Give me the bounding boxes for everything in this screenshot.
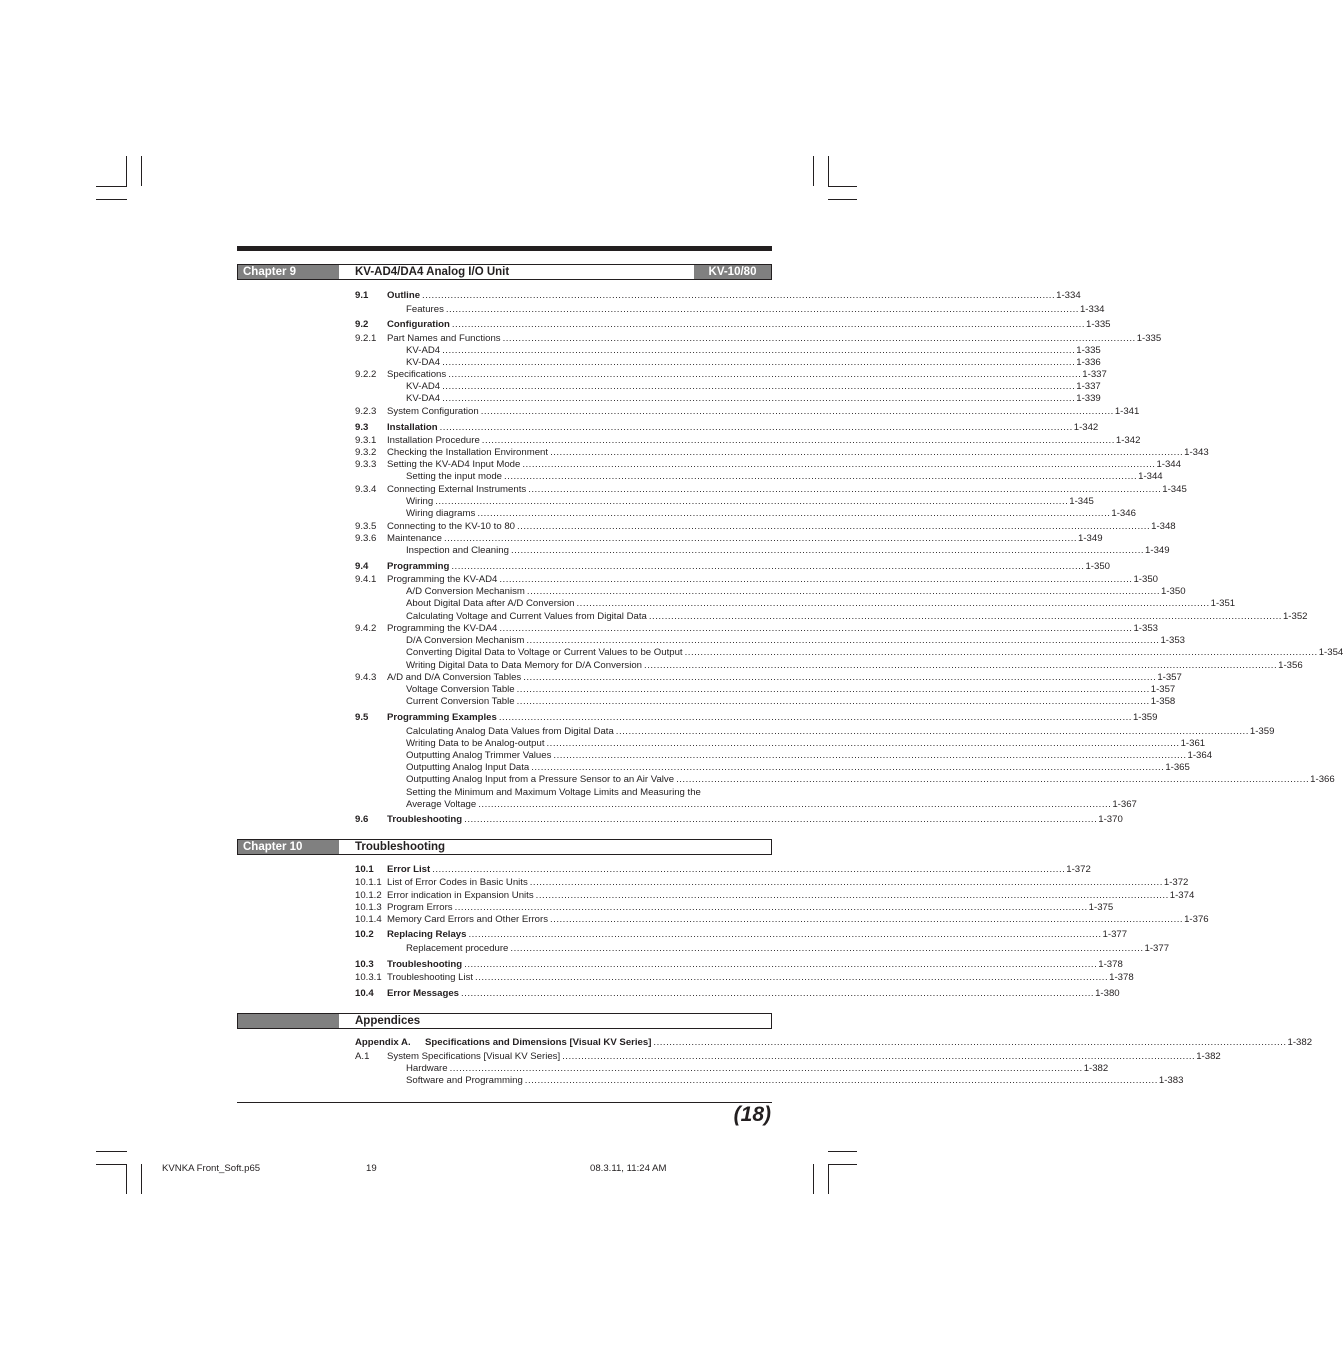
- toc-entry: [355, 684, 1176, 696]
- toc-leader-dots: ........................................................................................................................................................................................................: [439, 422, 1073, 433]
- chapter-label: Chapter 9: [238, 265, 339, 279]
- toc-entry-page: 1-339: [1076, 393, 1101, 404]
- toc-entry-number: 10.1.2: [355, 890, 382, 901]
- toc-entry-page: 1-344: [1156, 459, 1181, 470]
- toc-leader-dots: ........................................................................................................................................................................................................: [498, 712, 1132, 723]
- toc-entry: [355, 774, 1335, 786]
- toc-entry-title: Setting the KV-AD4 Input Mode: [387, 459, 521, 470]
- toc-entry-number: 9.4.1: [355, 574, 377, 585]
- toc-entry-page: 1-375: [1088, 902, 1114, 913]
- toc-entry-number: 9.3.3: [355, 459, 377, 470]
- toc-entry-number: 10.1.3: [355, 902, 382, 913]
- toc-entry-number: 10.4: [355, 988, 374, 999]
- toc-leader-dots: ........................................................................................................................................................................................................: [504, 471, 1138, 482]
- toc-entry-page: 1-344: [1138, 471, 1163, 482]
- toc-entry-page: 1-366: [1310, 774, 1335, 785]
- toc-leader-dots: ........................................................................................................................................................................................................: [562, 1051, 1196, 1062]
- toc-entry-number: 10.2: [355, 929, 374, 940]
- toc-entry-title: KV-DA4: [406, 393, 441, 404]
- toc-entry-number: 9.4: [355, 561, 369, 572]
- toc-entry-title: System Specifications [Visual KV Series]: [387, 1051, 561, 1062]
- toc-entry: [355, 959, 1123, 971]
- toc-entry-title: Troubleshooting List: [387, 972, 474, 983]
- chapter-10-header: [237, 839, 772, 855]
- toc-entry-page: 1-374: [1169, 890, 1195, 901]
- toc-entry-title: KV-AD4: [406, 381, 441, 392]
- toc-entry: [355, 750, 1213, 762]
- toc-entry: [355, 586, 1186, 598]
- crop-mark: [96, 1164, 127, 1165]
- toc-entry-page: 1-346: [1111, 508, 1136, 519]
- toc-leader-dots: ........................................................................................................................................................................................................: [531, 762, 1165, 773]
- toc-entry-title: Programming: [387, 561, 450, 572]
- toc-entry-title: Troubleshooting: [387, 814, 463, 825]
- toc-entry-number: 9.1: [355, 290, 369, 301]
- toc-entry-title: Average Voltage: [406, 799, 477, 810]
- toc-entry-page: 1-376: [1184, 914, 1209, 925]
- toc-leader-dots: ........................................................................................................................................................................................................: [464, 814, 1098, 825]
- toc-entry-page: 1-378: [1109, 972, 1134, 983]
- chapter-label: [238, 1014, 339, 1028]
- toc-leader-dots: ........................................................................................................................................................................................................: [461, 988, 1095, 999]
- toc-entry: [355, 304, 1105, 316]
- toc-entry-title: Specifications: [387, 369, 447, 380]
- toc-entry: [355, 635, 1186, 647]
- toc-entry: [355, 696, 1176, 708]
- toc-entry-title: Programming the KV-AD4: [387, 574, 498, 585]
- toc-entry-title: Programming Examples: [387, 712, 497, 723]
- toc-leader-dots: ........................................................................................................................................................................................................: [454, 902, 1088, 913]
- toc-entry-page: 1-343: [1184, 447, 1209, 458]
- toc-entry-title: Installation Procedure: [387, 435, 480, 446]
- toc-entry-number: 9.2: [355, 319, 369, 330]
- toc-entry: [355, 738, 1206, 750]
- toc-entry: [355, 787, 755, 799]
- model-badge: KV-10/80: [694, 265, 771, 279]
- toc-entry-title: KV-DA4: [406, 357, 441, 368]
- toc-entry-title: Setting the Minimum and Maximum Voltage Limits and Measuring the: [406, 787, 701, 798]
- toc-entry-number: 9.2.1: [355, 333, 377, 344]
- toc-entry-title: Calculating Analog Data Values from Digital Data: [406, 726, 614, 737]
- toc-entry: [355, 447, 1209, 459]
- toc-entry-page: 1-348: [1151, 521, 1176, 532]
- toc-entry-page: 1-359: [1249, 726, 1275, 737]
- toc-entry: [355, 726, 1275, 738]
- toc-entry-page: 1-345: [1162, 484, 1187, 495]
- toc-entry: [355, 712, 1158, 724]
- toc-entry-title: A/D and D/A Conversion Tables: [387, 672, 522, 683]
- toc-entry: [355, 988, 1120, 1000]
- chapter-label: Chapter 10: [238, 840, 339, 854]
- toc-entry-number: A.1: [355, 1051, 370, 1062]
- toc-entry: [355, 1037, 1313, 1049]
- toc-entry-title: Programming the KV-DA4: [387, 623, 498, 634]
- toc-leader-dots: ........................................................................................................................................................................................................: [535, 890, 1169, 901]
- toc-leader-dots: ........................................................................................................................................................................................................: [481, 435, 1115, 446]
- toc-entry: [355, 1051, 1221, 1063]
- toc-entry-page: 1-352: [1282, 611, 1308, 622]
- toc-leader-dots: ........................................................................................................................................................................................................: [502, 333, 1136, 344]
- toc-entry-number: 9.5: [355, 712, 369, 723]
- toc-entry: [355, 345, 1101, 357]
- toc-entry: [355, 611, 1308, 623]
- crop-mark: [828, 1151, 857, 1152]
- toc-entry: [355, 545, 1170, 557]
- toc-entry-number: 9.2.2: [355, 369, 377, 380]
- toc-leader-dots: ........................................................................................................................................................................................................: [435, 496, 1069, 507]
- toc-leader-dots: ........................................................................................................................................................................................................: [477, 508, 1111, 519]
- crop-mark: [828, 1164, 829, 1194]
- toc-leader-dots: ........................................................................................................................................................................................................: [522, 459, 1156, 470]
- toc-leader-dots: ........................................................................................................................................................................................................: [526, 635, 1160, 646]
- toc-leader-dots: ........................................................................................................................................................................................................: [499, 623, 1133, 634]
- toc-leader-dots: ........................................................................................................................................................................................................: [451, 319, 1085, 330]
- toc-entry-page: 1-354: [1318, 647, 1343, 658]
- toc-leader-dots: ........................................................................................................................................................................................................: [526, 586, 1160, 597]
- toc-entry-title: Current Conversion Table: [406, 696, 515, 707]
- toc-entry: [355, 357, 1101, 369]
- toc-entry-title: Troubleshooting: [387, 959, 463, 970]
- toc-entry-title: Memory Card Errors and Other Errors: [387, 914, 548, 925]
- toc-leader-dots: ........................................................................................................................................................................................................: [516, 684, 1150, 695]
- toc-entry: [355, 369, 1107, 381]
- toc-entry-page: 1-370: [1098, 814, 1123, 825]
- toc-leader-dots: ........................................................................................................................................................................................................: [615, 726, 1249, 737]
- toc-entry-page: 1-341: [1114, 406, 1140, 417]
- toc-leader-dots: ........................................................................................................................................................................................................: [550, 914, 1184, 925]
- toc-entry-number: 9.4.3: [355, 672, 377, 683]
- crop-mark: [96, 186, 127, 187]
- toc-leader-dots: ........................................................................................................................................................................................................: [576, 598, 1210, 609]
- toc-leader-dots: ........................................................................................................................................................................................................: [676, 774, 1310, 785]
- toc-entry-page: 1-335: [1085, 319, 1111, 330]
- toc-entry-number: 9.3.5: [355, 521, 377, 532]
- toc-entry-title: System Configuration: [387, 406, 479, 417]
- toc-entry-number: 10.1: [355, 864, 374, 875]
- toc-entry-title: Outputting Analog Input from a Pressure Sensor to an Air Valve: [406, 774, 675, 785]
- toc-entry-title: Replacing Relays: [387, 929, 467, 940]
- toc-leader-dots: ........................................................................................................................................................................................................: [449, 1063, 1083, 1074]
- toc-entry-page: 1-335: [1136, 333, 1162, 344]
- toc-entry-page: 1-350: [1085, 561, 1111, 572]
- bottom-rule: [237, 1102, 772, 1103]
- toc-entry: [355, 647, 1343, 659]
- toc-entry: [355, 521, 1176, 533]
- toc-entry-page: 1-334: [1079, 304, 1105, 315]
- toc-entry: [355, 290, 1081, 302]
- toc-entry-title: Connecting External Instruments: [387, 484, 527, 495]
- toc-leader-dots: ........................................................................................................................................................................................................: [478, 799, 1112, 810]
- toc-entry-page: 1-353: [1133, 623, 1159, 634]
- toc-leader-dots: ........................................................................................................................................................................................................: [510, 545, 1145, 556]
- toc-entry-number: 9.3.2: [355, 447, 377, 458]
- toc-entry-page: 1-351: [1210, 598, 1236, 609]
- toc-leader-dots: ........................................................................................................................................................................................................: [510, 943, 1144, 954]
- appendices-header: [237, 1013, 772, 1029]
- toc-leader-dots: ........................................................................................................................................................................................................: [432, 864, 1066, 875]
- toc-entry-page: 1-356: [1278, 660, 1303, 671]
- toc-entry-title: Specifications and Dimensions [Visual KV Series]: [425, 1037, 652, 1048]
- chapter-title: Appendices: [355, 1015, 421, 1027]
- toc-entry: [355, 406, 1140, 418]
- toc-entry-page: 1-349: [1145, 545, 1170, 556]
- toc-entry: [355, 333, 1162, 345]
- page-number: (18): [733, 1103, 771, 1126]
- toc-entry-page: 1-367: [1112, 799, 1137, 810]
- toc-entry-number: 10.3.1: [355, 972, 382, 983]
- toc-entry-page: 1-335: [1076, 345, 1101, 356]
- toc-leader-dots: ........................................................................................................................................................................................................: [448, 369, 1082, 380]
- crop-mark: [828, 199, 857, 200]
- toc-entry: [355, 533, 1103, 545]
- chapter-title: Troubleshooting: [355, 841, 446, 853]
- toc-entry-page: 1-350: [1133, 574, 1159, 585]
- footer-filename: KVNKA Front_Soft.p65: [162, 1163, 261, 1174]
- toc-entry-title: Wiring diagrams: [406, 508, 476, 519]
- toc-entry: [355, 508, 1136, 520]
- toc-leader-dots: ........................................................................................................................................................................................................: [422, 290, 1056, 301]
- toc-entry-page: 1-337: [1082, 369, 1107, 380]
- chapter-9-header: [237, 264, 772, 280]
- toc-entry-title: Software and Programming: [406, 1075, 523, 1086]
- toc-entry-number: 10.1.4: [355, 914, 382, 925]
- toc-entry-title: Error Messages: [387, 988, 459, 999]
- toc-entry: [355, 381, 1101, 393]
- toc-entry-title: Voltage Conversion Table: [406, 684, 515, 695]
- toc-entry-number: 9.3: [355, 422, 369, 433]
- toc-entry-title: Calculating Voltage and Current Values from Digital Data: [406, 611, 647, 622]
- toc-leader-dots: ........................................................................................................................................................................................................: [653, 1037, 1287, 1048]
- toc-entry-page: 1-357: [1150, 684, 1176, 695]
- toc-entry: [355, 496, 1094, 508]
- toc-entry-title: Maintenance: [387, 533, 442, 544]
- toc-leader-dots: ........................................................................................................................................................................................................: [480, 406, 1114, 417]
- toc-entry-page: 1-361: [1180, 738, 1206, 749]
- toc-entry-title: Writing Digital Data to Data Memory for D/A Conversion: [406, 660, 643, 671]
- toc-leader-dots: ........................................................................................................................................................................................................: [648, 611, 1282, 622]
- toc-leader-dots: ........................................................................................................................................................................................................: [451, 561, 1085, 572]
- toc-entry: [355, 877, 1189, 889]
- toc-entry: [355, 459, 1181, 471]
- toc-entry-title: Writing Data to be Analog-output: [406, 738, 545, 749]
- toc-entry-title: List of Error Codes in Basic Units: [387, 877, 528, 888]
- toc-entry-page: 1-365: [1165, 762, 1190, 773]
- toc-leader-dots: ........................................................................................................................................................................................................: [523, 672, 1157, 683]
- toc-entry-page: 1-359: [1132, 712, 1158, 723]
- toc-entry-page: 1-337: [1076, 381, 1101, 392]
- toc-entry-title: About Digital Data after A/D Conversion: [406, 598, 575, 609]
- crop-mark: [828, 1164, 857, 1165]
- toc-entry-title: KV-AD4: [406, 345, 441, 356]
- toc-entry: [355, 972, 1134, 984]
- toc-entry: [355, 1075, 1184, 1087]
- toc-entry-title: Outputting Analog Input Data: [406, 762, 530, 773]
- toc-entry-page: 1-383: [1158, 1075, 1184, 1086]
- toc-leader-dots: ........................................................................................................................................................................................................: [553, 750, 1187, 761]
- toc-entry-page: 1-353: [1160, 635, 1186, 646]
- toc-entry: [355, 1063, 1109, 1075]
- toc-entry-page: 1-336: [1076, 357, 1101, 368]
- toc-entry-page: 1-342: [1073, 422, 1099, 433]
- toc-entry-page: 1-342: [1115, 435, 1141, 446]
- toc-entry: [355, 319, 1111, 331]
- toc-entry-title: Features: [406, 304, 444, 315]
- crop-mark: [828, 156, 829, 186]
- toc-entry: [355, 943, 1170, 955]
- toc-leader-dots: ........................................................................................................................................................................................................: [529, 877, 1163, 888]
- toc-entry-title: Converting Digital Data to Voltage or Current Values to be Output: [406, 647, 683, 658]
- toc-leader-dots: ........................................................................................................................................................................................................: [442, 381, 1076, 392]
- toc-entry-title: Checking the Installation Environment: [387, 447, 549, 458]
- toc-entry-page: 1-382: [1083, 1063, 1109, 1074]
- toc-leader-dots: ........................................................................................................................................................................................................: [524, 1075, 1158, 1086]
- toc-entry-number: 9.6: [355, 814, 369, 825]
- toc-entry-title: Setting the input mode: [406, 471, 503, 482]
- toc-entry-title: Configuration: [387, 319, 450, 330]
- toc-entry: [355, 929, 1128, 941]
- toc-entry-page: 1-349: [1078, 533, 1103, 544]
- toc-entry: [355, 914, 1209, 926]
- toc-entry-page: 1-377: [1102, 929, 1128, 940]
- toc-entry: [355, 672, 1182, 684]
- toc-entry: [355, 574, 1159, 586]
- toc-entry-page: 1-372: [1163, 877, 1189, 888]
- crop-mark: [813, 1164, 814, 1194]
- toc-leader-dots: ........................................................................................................................................................................................................: [468, 929, 1102, 940]
- toc-entry-title: Outline: [387, 290, 421, 301]
- toc-entry-number: 10.1.1: [355, 877, 382, 888]
- toc-entry-title: D/A Conversion Mechanism: [406, 635, 525, 646]
- toc-entry: [355, 864, 1091, 876]
- chapter-title: KV-AD4/DA4 Analog I/O Unit: [355, 266, 510, 278]
- toc-entry-page: 1-378: [1098, 959, 1123, 970]
- toc-entry: [355, 422, 1099, 434]
- crop-mark: [141, 156, 142, 186]
- crop-mark: [96, 199, 127, 200]
- toc-entry-page: 1-350: [1161, 586, 1186, 597]
- toc-leader-dots: ........................................................................................................................................................................................................: [442, 345, 1076, 356]
- toc-entry: [355, 890, 1195, 902]
- toc-entry-title: Hardware: [406, 1063, 448, 1074]
- toc-entry-page: 1-364: [1187, 750, 1213, 761]
- toc-entry-number: 9.4.2: [355, 623, 377, 634]
- toc-leader-dots: ........................................................................................................................................................................................................: [516, 696, 1150, 707]
- toc-entry-page: 1-372: [1066, 864, 1091, 875]
- toc-entry-title: Replacement procedure: [406, 943, 509, 954]
- toc-entry-page: 1-358: [1150, 696, 1176, 707]
- toc-entry-title: Error List: [387, 864, 431, 875]
- toc-leader-dots: ........................................................................................................................................................................................................: [528, 484, 1162, 495]
- toc-entry: [355, 799, 1137, 811]
- toc-leader-dots: ........................................................................................................................................................................................................: [445, 304, 1079, 315]
- toc-entry-title: Connecting to the KV-10 to 80: [387, 521, 516, 532]
- toc-entry-title: Outputting Analog Trimmer Values: [406, 750, 552, 761]
- toc-leader-dots: ........................................................................................................................................................................................................: [499, 574, 1133, 585]
- toc-entry: [355, 561, 1111, 573]
- toc-leader-dots: ........................................................................................................................................................................................................: [475, 972, 1109, 983]
- toc-entry: [355, 623, 1159, 635]
- toc-entry: [355, 435, 1141, 447]
- toc-entry: [355, 660, 1303, 672]
- toc-entry-number: 9.3.6: [355, 533, 377, 544]
- toc-entry: [355, 814, 1123, 826]
- toc-entry: [355, 598, 1236, 610]
- toc-entry-number: Appendix A.: [355, 1037, 411, 1048]
- toc-entry-page: 1-382: [1196, 1051, 1221, 1062]
- toc-entry-title: Error indication in Expansion Units: [387, 890, 534, 901]
- crop-mark: [126, 156, 127, 186]
- footer-date: 08.3.11, 11:24 AM: [590, 1163, 667, 1174]
- crop-mark: [96, 1151, 127, 1152]
- toc-leader-dots: ........................................................................................................................................................................................................: [443, 533, 1078, 544]
- toc-entry-number: 9.3.4: [355, 484, 377, 495]
- toc-leader-dots: ........................................................................................................................................................................................................: [464, 959, 1098, 970]
- toc-leader-dots: ........................................................................................................................................................................................................: [684, 647, 1318, 658]
- toc-leader-dots: ........................................................................................................................................................................................................: [550, 447, 1184, 458]
- toc-entry: [355, 393, 1101, 405]
- toc-leader-dots: ........................................................................................................................................................................................................: [442, 393, 1076, 404]
- crop-mark: [813, 156, 814, 186]
- toc-leader-dots: ........................................................................................................................................................................................................: [546, 738, 1180, 749]
- crop-mark: [126, 1164, 127, 1194]
- toc-entry-number: 9.3.1: [355, 435, 377, 446]
- crop-mark: [828, 186, 857, 187]
- toc-entry-title: Installation: [387, 422, 438, 433]
- toc-entry-page: 1-380: [1095, 988, 1120, 999]
- toc-leader-dots: ........................................................................................................................................................................................................: [442, 357, 1076, 368]
- toc-entry: [355, 484, 1187, 496]
- toc-leader-dots: ........................................................................................................................................................................................................: [644, 660, 1278, 671]
- crop-mark: [141, 1164, 142, 1194]
- footer-page: 19: [366, 1163, 377, 1174]
- toc-entry-title: Wiring: [406, 496, 434, 507]
- toc-entry-number: 10.3: [355, 959, 374, 970]
- toc-entry-number: 9.2.3: [355, 406, 377, 417]
- toc-entry-title: Inspection and Cleaning: [406, 545, 509, 556]
- toc-entry-page: 1-345: [1069, 496, 1094, 507]
- toc-entry: [355, 471, 1163, 483]
- toc-entry: [355, 902, 1114, 914]
- toc-entry: [355, 762, 1190, 774]
- toc-entry-title: A/D Conversion Mechanism: [406, 586, 525, 597]
- toc-entry-page: 1-357: [1157, 672, 1182, 683]
- toc-entry-page: 1-377: [1144, 943, 1170, 954]
- toc-entry-page: 1-382: [1287, 1037, 1313, 1048]
- top-rule: [237, 246, 772, 251]
- toc-entry-title: Program Errors: [387, 902, 453, 913]
- toc-entry-page: 1-334: [1056, 290, 1081, 301]
- toc-entry-title: Part Names and Functions: [387, 333, 501, 344]
- toc-leader-dots: ........................................................................................................................................................................................................: [517, 521, 1151, 532]
